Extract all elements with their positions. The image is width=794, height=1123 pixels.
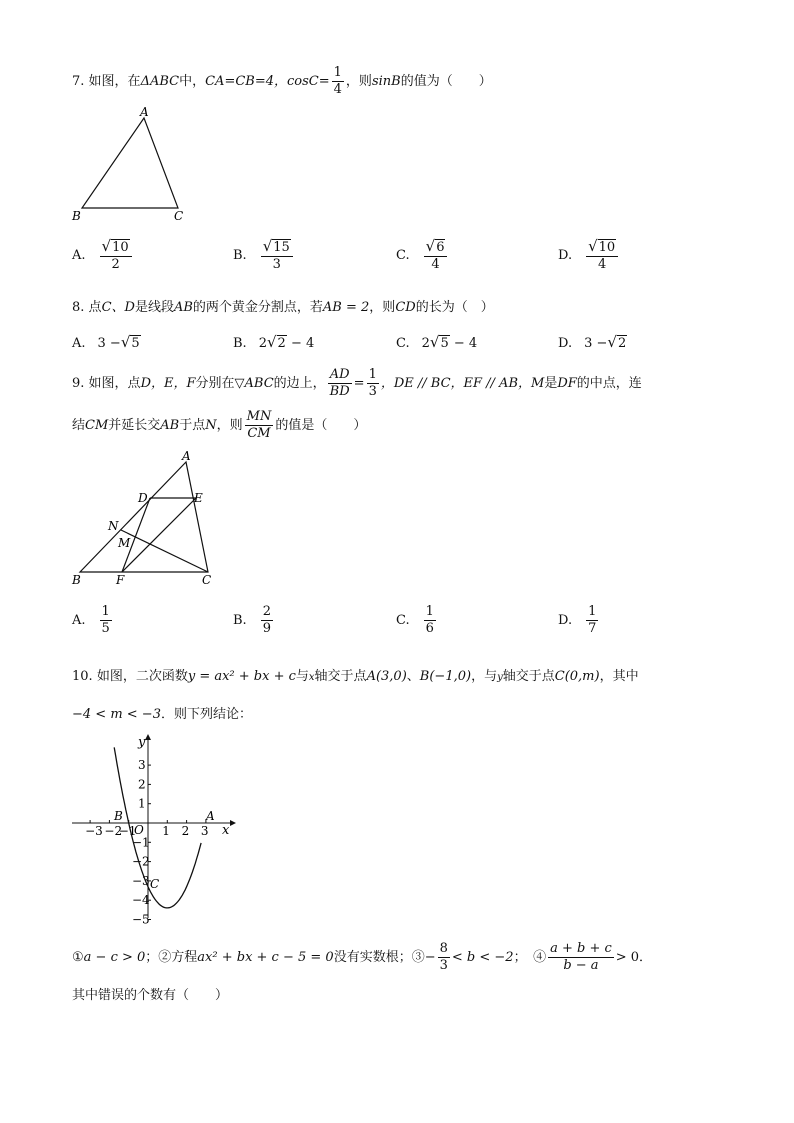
y-tick-label: −2 xyxy=(132,854,150,869)
x-axis-arrow-icon xyxy=(230,820,236,826)
x-tick-label: −1 xyxy=(118,824,137,838)
q10-stem-line2: −4 < m < −3．则下列结论： xyxy=(72,707,252,722)
y-tick-label: 3 xyxy=(138,758,146,773)
y-tick-label: −5 xyxy=(132,912,150,927)
q8-number: 8. xyxy=(72,300,85,315)
q9-option-d[interactable]: D. $\frac{1}{7}$ xyxy=(558,604,597,636)
q7-option-a[interactable]: A. $\frac{√10}{2}$ xyxy=(72,238,134,273)
q8-option-d[interactable]: D. 3 −√2 xyxy=(558,333,627,351)
q9-option-c[interactable]: C. $\frac{1}{6}$ xyxy=(396,604,434,636)
q9-label-b: B xyxy=(72,573,81,587)
q9-ratio-fraction: $\frac{AD}{BD}$ xyxy=(329,367,350,399)
q8-option-b[interactable]: B. 2√2 − 4 xyxy=(233,333,315,351)
q7-stem: 7. 如图，在ΔABC中，CA=CB=4，cosC= $\frac{1}{4}$ ，则sinB的值为（ ） xyxy=(72,65,492,97)
x-tick-label: −2 xyxy=(104,824,123,838)
q7-label-b: B xyxy=(72,209,81,223)
y-tick-label: 1 xyxy=(138,796,146,811)
q7-option-d-value: $\frac{√10}{4}$ xyxy=(586,238,618,273)
point-c-label: C xyxy=(150,877,160,891)
q9-stem-line2: 结CM并延长交AB于点N，则 $\frac{MN}{CM}$ 的值是（ ） xyxy=(72,409,367,441)
q9-number: 9. xyxy=(72,376,85,391)
q8-option-c[interactable]: C. 2√5 − 4 xyxy=(396,333,478,351)
q7-option-c[interactable]: C. $\frac{√6}{4}$ xyxy=(396,238,449,273)
q9-label-c: C xyxy=(202,573,212,587)
q7-option-b[interactable]: B. $\frac{√15}{3}$ xyxy=(233,238,295,273)
y-axis-label: y xyxy=(138,735,146,750)
q10-conditions: ①a − c > 0；②方程ax² + bx + c − 5 = 0没有实数根；③− $\frac{8}{3}$ < b < −2； ④ $\frac{a + b + c}{b - a}$ > 0． xyxy=(72,941,653,973)
q9-label-d: D xyxy=(138,491,148,505)
q7-option-a-value: $\frac{√10}{2}$ xyxy=(100,238,132,273)
q10-question: 其中错误的个数有（ ） xyxy=(72,988,229,1003)
q7-option-d[interactable]: D. $\frac{√10}{4}$ xyxy=(558,238,620,273)
q9-stem-line1: 9. 如图，点D，E，F分别在▽ABC的边上， $\frac{AD}{BD}$ = $\frac{1}{3}$ ，DE // BC，EF // AB，M是DF的中点，连 xyxy=(72,367,642,399)
y-axis-arrow-icon xyxy=(145,734,151,740)
q9-option-a[interactable]: A. $\frac{1}{5}$ xyxy=(72,604,110,636)
q9-question-fraction: $\frac{MN}{CM}$ xyxy=(246,409,272,441)
q7-cos-fraction: $\frac{1}{4}$ xyxy=(333,65,342,97)
q9-figure xyxy=(66,446,226,592)
q9-label-n: N xyxy=(108,519,119,533)
x-axis-label: x xyxy=(222,823,230,838)
q7-option-c-value: $\frac{√6}{4}$ xyxy=(424,238,448,273)
y-tick-label: 2 xyxy=(138,777,146,792)
q10-parabola-graph xyxy=(66,732,242,928)
q7-number: 7. xyxy=(72,74,85,89)
q9-label-e: E xyxy=(194,491,203,505)
x-tick-label: 2 xyxy=(181,824,190,838)
q7-label-a: A xyxy=(140,105,149,119)
q9-label-m: M xyxy=(118,536,131,550)
q9-segment-cn xyxy=(121,530,208,572)
q9-triangle xyxy=(80,462,208,572)
q7-triangle-figure xyxy=(60,100,200,230)
q10-stem-line1: 10. 如图，二次函数y = ax² + bx + c与x轴交于点A(3,0)、B(−1,0)，与y轴交于点C(0,m)，其中 xyxy=(72,669,639,684)
q9-label-f: F xyxy=(116,573,125,587)
q9-value-fraction: $\frac{1}{3}$ xyxy=(368,367,377,399)
x-tick-label: 3 xyxy=(200,824,209,838)
q9-option-b[interactable]: B. $\frac{2}{9}$ xyxy=(233,604,271,636)
x-tick-label: 1 xyxy=(162,824,170,838)
q7-label-c: C xyxy=(174,209,184,223)
q9-segment-df xyxy=(122,498,150,572)
q7-triangle xyxy=(82,118,178,208)
y-tick-label: −3 xyxy=(132,873,150,888)
y-tick-label: −1 xyxy=(132,835,150,850)
origin-label: O xyxy=(134,823,144,837)
point-b-label: B xyxy=(114,809,123,823)
q9-label-a: A xyxy=(182,449,191,463)
q7-option-b-value: $\frac{√15}{3}$ xyxy=(261,238,293,273)
q10-number: 10. xyxy=(72,669,93,684)
point-a-label: A xyxy=(206,809,215,823)
q8-stem: 8. 点C、D是线段AB的两个黄金分割点，若AB = 2，则CD的长为（ ） xyxy=(72,300,494,315)
x-tick-label: −3 xyxy=(85,824,103,838)
q8-option-a[interactable]: A. 3 −√5 xyxy=(72,333,140,351)
y-tick-label: −4 xyxy=(132,893,150,908)
